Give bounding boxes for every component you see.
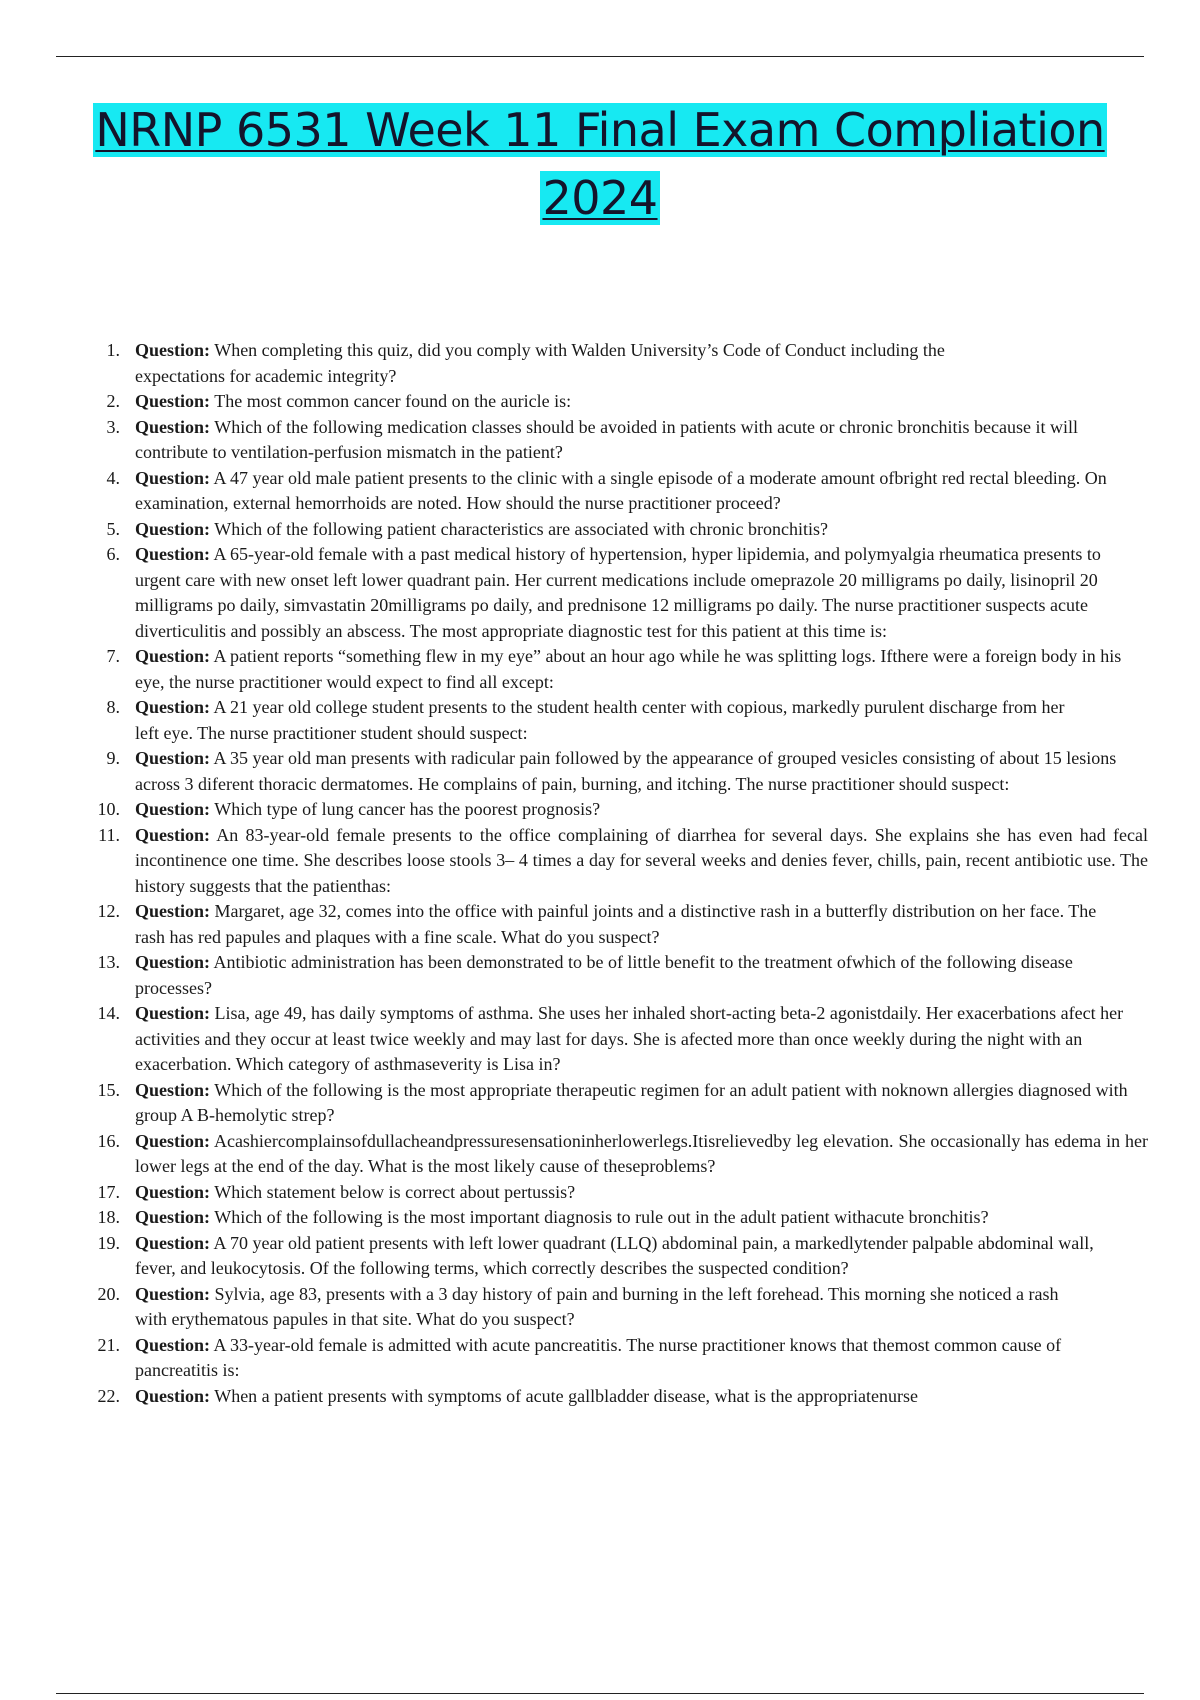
question-text: Which of the following is the most appropriate therapeutic regimen for an adult patient with noknown allergies diagnosed with group A B-hemolytic strep? [135, 1079, 1128, 1125]
question-text: When completing this quiz, did you comply with Walden University’s Code of Conduct including the expectations for academic integrity? [135, 340, 945, 386]
question-label: Question: [135, 646, 211, 666]
question-text: Which statement below is correct about pertussis? [214, 1181, 576, 1202]
question-label: Question: [135, 901, 211, 921]
question-number: 12. [97, 901, 120, 921]
question-number: 14. [97, 1003, 120, 1023]
question-item [88, 517, 1148, 543]
question-label: Question: [135, 467, 211, 488]
title-line-1: NRNP 6531 Week 11 Final Exam Compliation [95, 103, 1105, 157]
question-item [88, 1205, 1125, 1231]
question-label: Question: [135, 544, 211, 564]
question-text: A 65-year-old female with a past medical history of hypertension, hyper lipidemia, and polymyalgia rheumatica presents to urgent care with new onset left lower quadrant pain. Her current medications include omeprazole 20 milligrams po daily, lisinopril 20 milligrams po daily, simvastatin 20milligrams po daily, and prednisone 12 milligrams po daily. The nurse practitioner suspects acute diverticulitis and possibly an abscess. The most appropriate diagnostic test for this patient at this time is: [135, 544, 1101, 641]
question-number: 9. [106, 748, 120, 768]
question-list [88, 338, 1148, 1409]
question-text: Acashiercomplainsofdullacheandpressuresensationinherlowerlegs.Itisrelievedby leg elevation. She occasionally has edema in her lower legs at the end of the day. What is the most likely cause of theseproblems? [135, 1130, 1148, 1176]
document-title [40, 96, 1160, 232]
question-text: Which of the following is the most important diagnosis to rule out in the adult patient withacute bronchitis? [214, 1207, 989, 1227]
question-number: 18. [97, 1207, 120, 1227]
question-text: A 70 year old patient presents with left lower quadrant (LLQ) abdominal pain, a markedlytender palpable abdominal wall, fever, and leukocytosis. Of the following terms, which correctly describes the suspected condition? [135, 1232, 1094, 1278]
question-label: Question: [135, 1130, 211, 1151]
question-number: 13. [97, 952, 120, 972]
question-number: 21. [97, 1334, 120, 1355]
question-text: A 47 year old male patient presents to the clinic with a single episode of a moderate amount ofbright red rectal bleeding. On examination, external hemorrhoids are noted. How should the nurse practitioner proceed? [135, 467, 1107, 513]
question-item [88, 746, 1148, 797]
question-item [88, 1078, 1148, 1129]
question-number: 20. [97, 1283, 120, 1304]
question-number: 2. [106, 391, 120, 411]
question-item [88, 695, 1075, 746]
question-item [88, 899, 1105, 950]
question-text: A 21 year old college student presents to the student health center with copious, markedly purulent discharge from her left eye. The nurse practitioner student should suspect: [135, 697, 1065, 743]
question-number: 1. [106, 340, 120, 360]
question-number: 3. [106, 416, 120, 437]
question-text: Sylvia, age 83, presents with a 3 day history of pain and burning in the left forehead. This morning she noticed a rash with erythematous papules in that site. What do you suspect? [135, 1283, 1059, 1329]
question-text: Which type of lung cancer has the poorest prognosis? [214, 799, 601, 819]
question-text: Lisa, age 49, has daily symptoms of asthma. She uses her inhaled short-acting beta-2 agonistdaily. Her exacerbations afect her activities and they occur at least twice weekly and may last for days. She is afected more than once weekly during the night with an exacerbation. Which category of asthmaseverity is Lisa in? [135, 1003, 1124, 1074]
question-item [88, 338, 955, 389]
question-item [88, 466, 1148, 517]
question-number: 6. [106, 544, 120, 564]
question-item [88, 1282, 1085, 1333]
question-label: Question: [135, 340, 211, 360]
question-item [88, 1180, 1148, 1206]
question-number: 10. [97, 799, 120, 819]
question-label: Question: [135, 1207, 211, 1227]
question-item [88, 1384, 1148, 1410]
bottom-rule [56, 1693, 1144, 1694]
question-item [88, 1129, 1148, 1180]
question-label: Question: [135, 1079, 211, 1100]
title-line-2: 2024 [542, 171, 658, 225]
question-text: Which of the following medication classes should be avoided in patients with acute or chronic bronchitis because it will contribute to ventilation-perfusion mismatch in the patient? [135, 416, 1078, 462]
question-number: 4. [106, 467, 120, 488]
question-text: Antibiotic administration has been demonstrated to be of little benefit to the treatment ofwhich of the following disease processes? [135, 952, 1073, 998]
question-label: Question: [135, 1181, 211, 1202]
question-label: Question: [135, 1003, 211, 1023]
question-item [88, 389, 1148, 415]
question-item [88, 823, 1148, 900]
question-number: 8. [106, 697, 120, 717]
question-text: Which of the following patient characteristics are associated with chronic bronchitis? [214, 518, 828, 539]
question-text: An 83-year-old female presents to the office complaining of diarrhea for several days. She explains she has even had fecal incontinence one time. She describes loose stools 3– 4 times a day for several weeks and denies fever, chills, pain, recent antibiotic use. The history suggests that the patienthas: [135, 824, 1148, 896]
top-rule [56, 56, 1144, 57]
question-number: 7. [106, 646, 120, 666]
question-label: Question: [135, 824, 211, 845]
question-item [88, 644, 1148, 695]
question-text: A patient reports “something flew in my eye” about an hour ago while he was splitting logs. Ifthere were a foreign body in his eye, the nurse practitioner would expect to find all except: [135, 646, 1122, 692]
question-number: 15. [97, 1079, 120, 1100]
question-label: Question: [135, 952, 211, 972]
question-item [88, 415, 1155, 466]
question-item [88, 1001, 1148, 1078]
question-text: When a patient presents with symptoms of acute gallbladder disease, what is the appropriatenurse [214, 1385, 918, 1406]
question-number: 5. [106, 518, 120, 539]
question-item [88, 1231, 1135, 1282]
question-label: Question: [135, 1232, 211, 1253]
question-label: Question: [135, 697, 211, 717]
question-label: Question: [135, 416, 211, 437]
question-item [88, 1333, 1148, 1384]
question-number: 17. [97, 1181, 120, 1202]
question-number: 11. [98, 824, 120, 845]
question-label: Question: [135, 1385, 211, 1406]
question-number: 22. [97, 1385, 120, 1406]
question-number: 19. [97, 1232, 120, 1253]
question-label: Question: [135, 518, 211, 539]
question-text: A 35 year old man presents with radicular pain followed by the appearance of grouped vesicles consisting of about 15 lesions across 3 diferent thoracic dermatomes. He complains of pain, burning, and itching. The nurse practitioner should suspect: [135, 748, 1117, 794]
question-label: Question: [135, 748, 211, 768]
question-number: 16. [97, 1130, 120, 1151]
question-label: Question: [135, 391, 211, 411]
question-label: Question: [135, 799, 211, 819]
question-item [88, 542, 1148, 644]
question-item [88, 797, 1148, 823]
question-label: Question: [135, 1334, 211, 1355]
question-text: Margaret, age 32, comes into the office with painful joints and a distinctive rash in a butterfly distribution on her face. The rash has red papules and plaques with a fine scale. What do you suspect? [135, 901, 1097, 947]
question-item [88, 950, 1095, 1001]
question-text: A 33-year-old female is admitted with acute pancreatitis. The nurse practitioner knows that themost common cause of pancreatitis is: [135, 1334, 1062, 1380]
question-text: The most common cancer found on the auricle is: [214, 391, 572, 411]
question-label: Question: [135, 1283, 211, 1304]
